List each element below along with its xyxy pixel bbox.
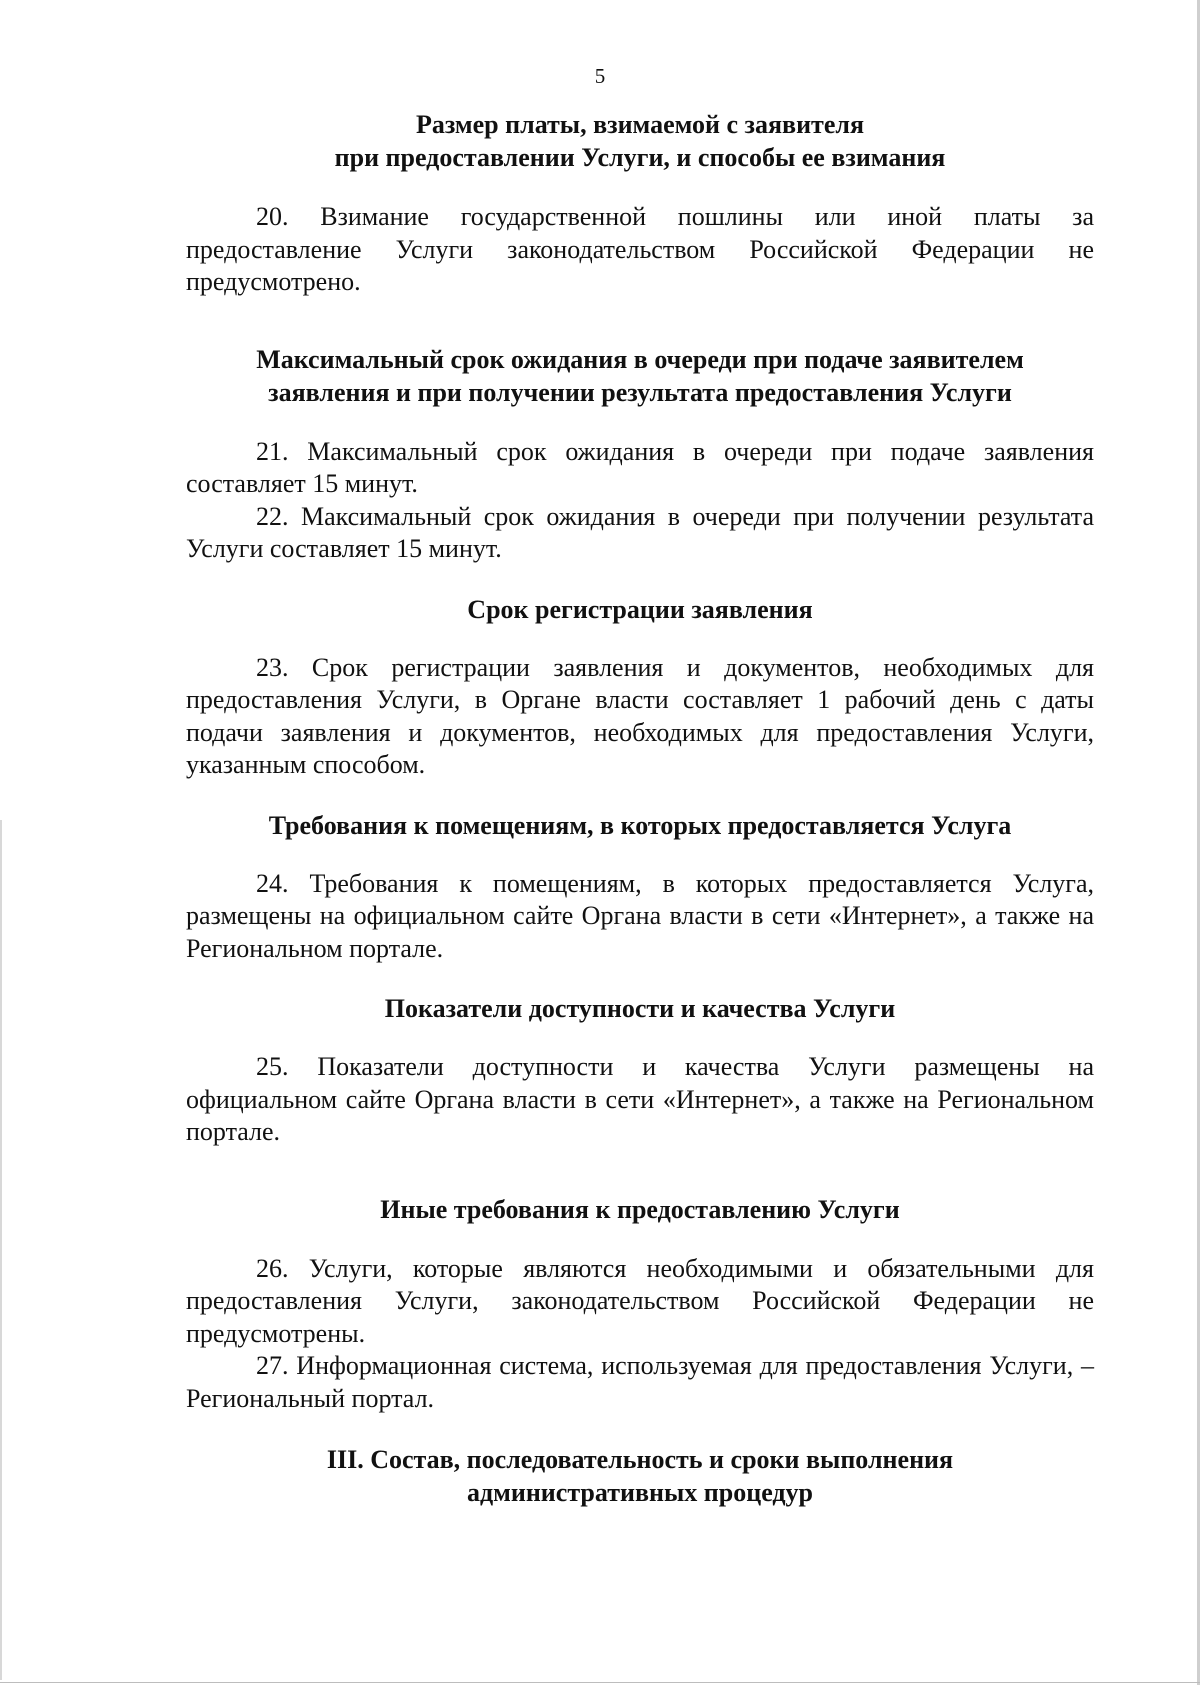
- scan-edge-bottom: [0, 1682, 1200, 1683]
- heading-line: Срок регистрации заявления: [467, 594, 813, 624]
- section-heading: [186, 343, 1094, 409]
- paragraph-24: 24. Требования к помещениям, в которых предоставляется Услуга, размещены на официальном сайте Органа власти в сети «Интернет», а также на Региональном портале.: [186, 868, 1094, 963]
- section-heading: [186, 992, 1094, 1025]
- heading-line: заявления и при получении результата предоставления Услуги: [268, 377, 1012, 407]
- section-other-requirements: [186, 1193, 1094, 1416]
- paragraph-26: 26. Услуги, которые являются необходимыми и обязательными для предоставления Услуги, законодательством Российской Федерации не предусмотрены.: [186, 1253, 1094, 1348]
- section-heading: [186, 593, 1094, 626]
- section-fee: [186, 108, 1094, 299]
- heading-line: III. Состав, последовательность и сроки выполнения: [326, 1445, 954, 1474]
- section-heading: [186, 1193, 1094, 1226]
- page-number: 5: [594, 64, 606, 88]
- paragraph-21: 21. Максимальный срок ожидания в очереди при подаче заявления составляет 15 минут.: [186, 436, 1094, 498]
- paragraph-25: 25. Показатели доступности и качества Услуги размещены на официальном сайте Органа власти в сети «Интернет», а также на Региональном портале.: [186, 1052, 1094, 1146]
- scan-edge-left: [0, 820, 2, 1680]
- heading-line: Показатели доступности и качества Услуги: [384, 994, 896, 1023]
- section-registration-term: [186, 593, 1094, 782]
- heading-line: при предоставлении Услуги, и способы ее взимания: [334, 143, 946, 172]
- paragraph-22: 22. Максимальный срок ожидания в очереди при получении результата Услуги составляет 15 минут.: [186, 501, 1094, 563]
- section-heading: [186, 809, 1094, 842]
- heading-line: административных процедур: [466, 1478, 814, 1507]
- section-iii-procedures: [186, 1443, 1094, 1509]
- heading-line: Иные требования к предоставлению Услуги: [380, 1194, 900, 1224]
- heading-line: Максимальный срок ожидания в очереди при подаче заявителем: [256, 344, 1024, 374]
- document-body: [186, 108, 1094, 1509]
- paragraph-23: 23. Срок регистрации заявления и документов, необходимых для предоставления Услуги, в Органе власти составляет 1 рабочий день с даты подачи заявления и документов, необходимых для предоставления Услуги, указанным способом.: [186, 652, 1094, 779]
- heading-line: Размер платы, взимаемой с заявителя: [415, 110, 865, 139]
- chapter-heading: [186, 1443, 1094, 1509]
- heading-line: Требования к помещениям, в которых предоставляется Услуга: [268, 810, 1012, 840]
- section-quality-indicators: [186, 992, 1094, 1149]
- paragraph-27: 27. Информационная система, используемая для предоставления Услуги, – Региональный портал.: [186, 1351, 1094, 1413]
- paragraph-20: 20. Взимание государственной пошлины или иной платы за предоставление Услуги законодательством Российской Федерации не предусмотрено.: [186, 202, 1094, 296]
- section-queue-time: [186, 343, 1094, 566]
- section-heading: [186, 108, 1094, 174]
- section-premises-requirements: [186, 809, 1094, 966]
